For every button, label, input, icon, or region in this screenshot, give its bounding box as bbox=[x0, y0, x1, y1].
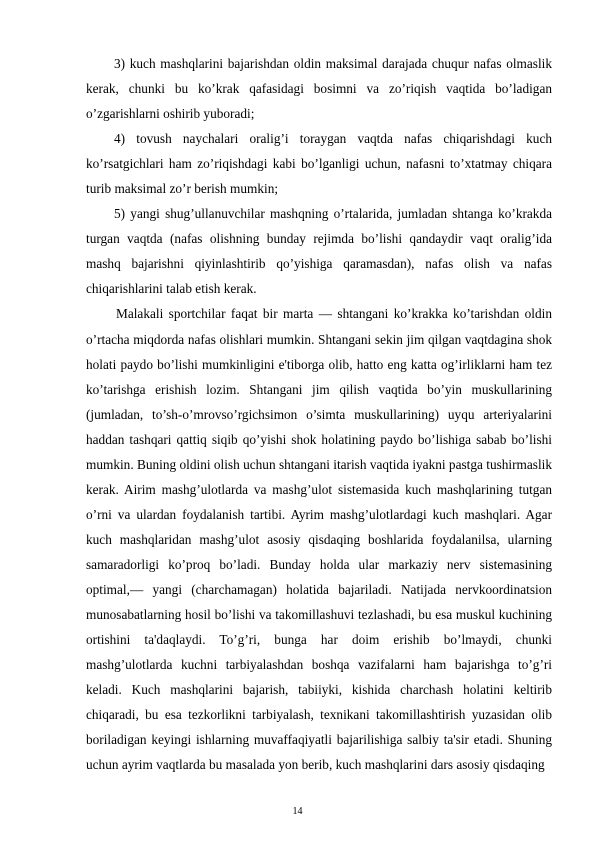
paragraph-main: Malakali sportchilar faqat bir marta — shtangani ko’krakka ko’tarishdan oldin o’rtacha miqdorda nafas olishlari mumkin. Shtangani sekin jim qilgan vaqtdagina shok holati paydo bo’lishi mumkinligini e'tiborga olib, hatto eng katta og’irliklarni ham tez ko’tarishga erishish lozim. Shtangani jim qilish vaqtida bo’yin muskullarining (jumladan, to’sh-o’mrovso’rgichsimon o’simta muskullarining) uyqu arteriyalarini haddan tashqari qattiq siqib qo’yishi shok holatining paydo bo’lishiga sabab bo’lishi mumkin. Buning oldini olish uchun shtangani itarish vaqtida iyakni pastga tushirmaslik kerak. Airim mashg’ulotlarda va mashg’ulot sistemasida kuch mashqlarining tutgan o’rni va ulardan foydalanish tartibi. Ayrim mashg’ulotlardagi kuch mashqlari. Agar kuch mashqlaridan mashg’ulot asosiy qisdaqing boshlarida foydalanilsa, ularning samaradorligi ko’proq bo’ladi. Bunday holda ular markaziy nerv sistemasining optimal,— yangi (charchamagan) holatida bajariladi. Natijada nervkoordinatsion munosabatlarning hosil bo’lishi va takomillashuvi tezlashadi, bu esa muskul kuchining ortishini ta'daqlaydi. To’g’ri, bunga har doim erishib bo’lmaydi, chunki mashg’ulotlarda kuchni tarbiyalashdan boshqa vazifalarni ham bajarishga to’g’ri keladi. Kuch mashqlarini bajarish, tabiiyki, kishida charchash holatini keltirib chiqaradi, bu esa tezkorlikni tarbiyalash, texnikani takomillashtirish yuzasidan olib boriladigan keyingi ishlarning muvaffaqiyatli bajarilishiga salbiy ta'sir etadi. Shuning uchun ayrim vaqtlarda bu masalada yon berib, kuch mashqlarini dars asosiy qisdaqing bbox=[86, 306, 552, 773]
paragraph-item-5: 5) yangi shug’ullanuvchilar mashqning o’rtalarida, jumladan shtanga ko’krakda turgan vaqtda (nafas olishning bunday rejimda bo’lishi qandaydir vaqt oralig’ida mashq bajarishni qiyinlashtirib qo’yishiga qaramasdan), nafas olish va nafas chiqarishlarini talab etish kerak. bbox=[86, 206, 552, 297]
paragraph-item-4: 4) tovush naychalari oralig’i toraygan vaqtda nafas chiqarishdagi kuch ko’rsatgichlari ham zo’riqishdagi kabi bo’lganligi uchun, nafasni to’xtatmay chiqara turib maksimal zo’r berish mumkin; bbox=[86, 131, 552, 197]
body-text bbox=[86, 51, 552, 777]
page-number: 14 bbox=[292, 806, 303, 817]
paragraph-item-3: 3) kuch mashqlarini bajarishdan oldin maksimal darajada chuqur nafas olmaslik kerak, chunki bu ko’krak qafasidagi bosimni va zo’riqish vaqtida bo’ladigan o’zgarishlarni oshirib yuboradi; bbox=[86, 56, 552, 122]
